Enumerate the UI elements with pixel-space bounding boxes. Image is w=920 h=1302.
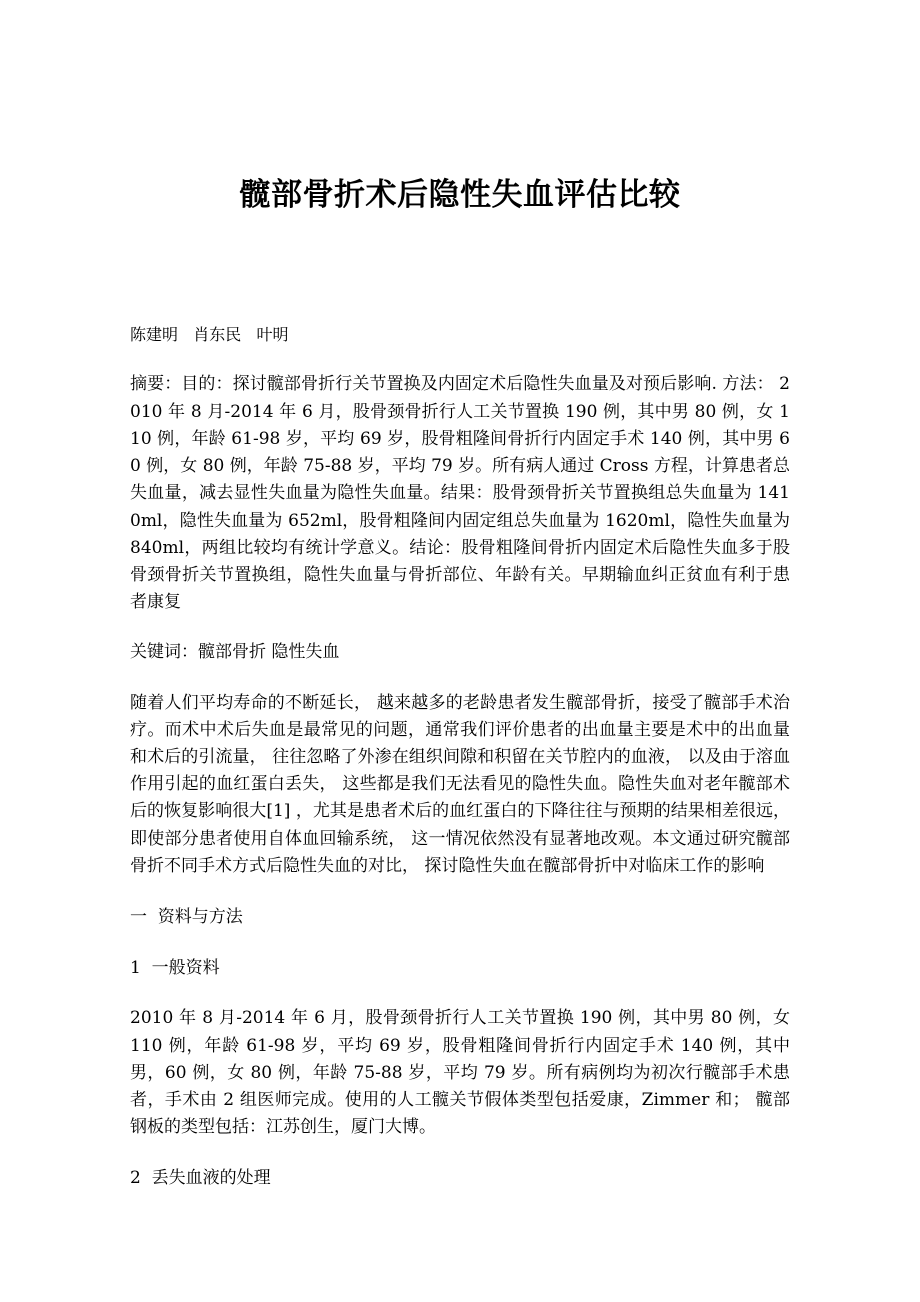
page-title: 髋部骨折术后隐性失血评估比较 xyxy=(239,177,681,213)
keywords-line: 关键词：髋部骨折 隐性失血 xyxy=(130,642,340,663)
subsection-heading-general-data: 1 一般资料 xyxy=(130,958,220,979)
section-heading-materials-and-methods: 一 资料与方法 xyxy=(130,906,243,927)
abstract-paragraph: 摘要：目的：探讨髋部骨折行关节置换及内固定术后隐性失血量及对预后影响. 方法： 2010 年 8 月-2014 年 6 月，股骨颈骨折行人工关节置换 190 例，其中男 80 例，女 110 例，年龄 61-98 岁，平均 69 岁，股骨粗隆间骨折行内固定手术 140 例，其中男 60 例，女 80 例，年龄 75-88 岁，平均 79 岁。所有病人通过 Cross 方程，计算患者总失血量，减去显性失血量为隐性失血量。结果：股骨颈骨折关节置换组总失血量为 1410ml，隐性失血量为 652ml，股骨粗隆间内固定组总失血量为 1620ml，隐性失血量为 840ml，两组比较均有统计学意义。结论：股骨粗隆间骨折内固定术后隐性失血多于股骨颈骨折关节置换组，隐性失血量与骨折部位、年龄有关。早期输血纠正贫血有利于患者康复 xyxy=(130,374,790,613)
subsection-heading-blood-loss-handling: 2 丢失血液的处理 xyxy=(130,1168,271,1189)
general-data-paragraph: 2010 年 8 月-2014 年 6 月，股骨颈骨折行人工关节置换 190 例，其中男 80 例，女 110 例，年龄 61-98 岁，平均 69 岁，股骨粗隆间骨折行内固定手术 140 例，其中男，60 例，女 80 例，年龄 75-88 岁，平均 79 岁。所有病例均为初次行髋部手术患者，手术由 2 组医师完成。使用的人工髋关节假体类型包括爱康，Zimmer 和； 髋部钢板的类型包括：江苏创生，厦门大博。 xyxy=(130,1008,790,1138)
introduction-paragraph: 随着人们平均寿命的不断延长， 越来越多的老龄患者发生髋部骨折，接受了髋部手术治疗。而术中术后失血是最常见的问题，通常我们评价患者的出血量主要是术中的出血量和术后的引流量， 往往忽略了外渗在组织间隙和积留在关节腔内的血液， 以及由于溶血作用引起的血红蛋白丢失， 这些都是我们无法看见的隐性失血。隐性失血对老年髋部术后的恢复影响很大[1] ，尤其是患者术后的血红蛋白的下降往往与预期的结果相差很远， 即使部分患者使用自体血回输系统， 这一情况依然没有显著地改观。本文通过研究髋部骨折不同手术方式后隐性失血的对比， 探讨隐性失血在髋部骨折中对临床工作的影响 xyxy=(130,692,790,876)
author-list: 陈建明 肖东民 叶明 xyxy=(130,325,289,345)
